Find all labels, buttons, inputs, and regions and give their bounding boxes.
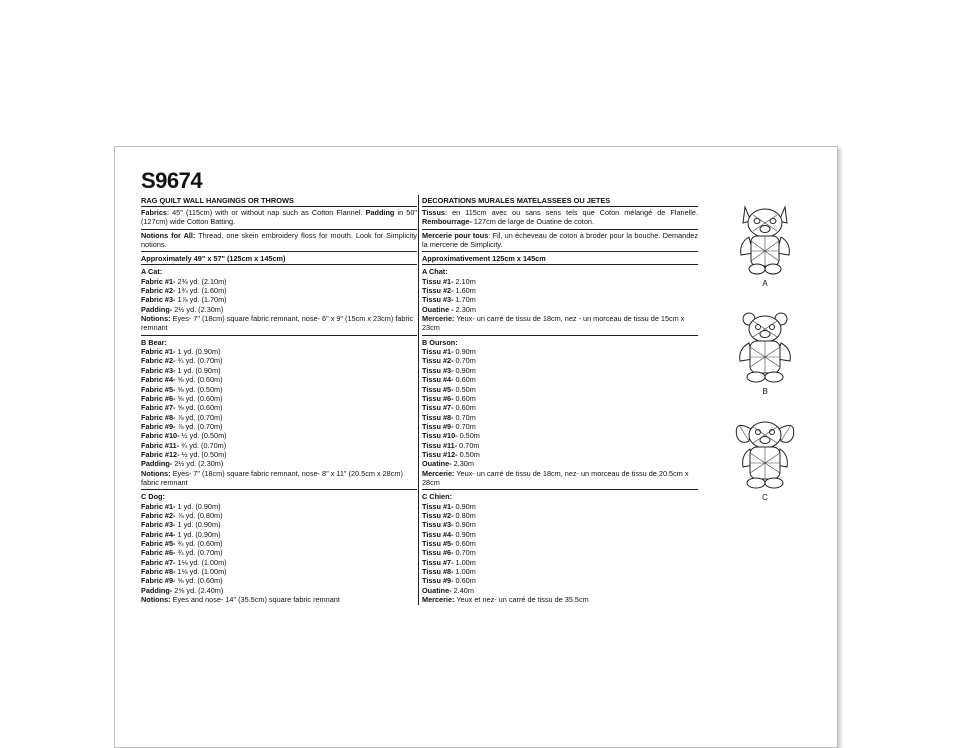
french-sections (422, 265, 698, 606)
notions-label: Mercerie: (422, 468, 455, 478)
item-label: Tissu #7- (422, 403, 454, 413)
list-item (422, 530, 698, 539)
list-item (141, 347, 417, 356)
item-label: Ouatine- (422, 459, 452, 469)
item-value: 1 yd. (0.90m) (175, 520, 221, 530)
item-label: Ouatine - (422, 304, 454, 314)
padding-text: in 50" (127cm) wide Cotton Batting. (141, 208, 417, 227)
section-notions (422, 469, 698, 488)
english-sections (141, 265, 417, 606)
item-label: Fabric #9- (141, 421, 176, 431)
list-item (422, 385, 698, 394)
section-caption: A Chat: (422, 267, 448, 277)
list-item (422, 295, 698, 304)
list-item (141, 385, 417, 394)
item-value: 1 yd. (0.90m) (175, 347, 221, 357)
list-item (141, 450, 417, 459)
item-value: 0.70m (457, 440, 480, 450)
item-label: Tissu #1- (422, 347, 454, 357)
fabrics-label: Fabrics (141, 208, 167, 217)
item-label: Tissu #2- (422, 286, 454, 296)
item-value: 0.70m (453, 548, 476, 558)
list-item (422, 305, 698, 314)
list-item (141, 530, 417, 539)
item-value: 1.00m (453, 567, 476, 577)
item-label: Fabric #4- (141, 375, 176, 385)
item-label: Fabric #8- (141, 412, 176, 422)
item-value: ⅞ yd. (0.80m) (175, 510, 223, 520)
list-item (422, 567, 698, 576)
item-label: Fabric #8- (141, 567, 176, 577)
english-fabrics-note (141, 207, 417, 230)
item-label: Tissu #9- (422, 576, 454, 586)
item-value: ¾ yd. (0.70m) (179, 440, 227, 450)
list-item (422, 459, 698, 468)
french-column (422, 196, 698, 606)
item-label: Fabric #6- (141, 548, 176, 558)
item-label: Tissu #8- (422, 412, 454, 422)
item-value: 2.10m (453, 276, 476, 286)
item-value: 0.90m (453, 347, 476, 357)
item-label: Fabric #7- (141, 557, 176, 567)
notions-label: Notions: (141, 595, 171, 605)
item-value: 1 yd. (0.90m) (175, 501, 221, 511)
list-item (141, 548, 417, 557)
list-item (141, 586, 417, 595)
item-value: 2.30m (451, 459, 474, 469)
list-item (141, 394, 417, 403)
list-item (422, 403, 698, 412)
item-value: ¾ yd. (0.70m) (175, 356, 223, 366)
item-value: 2.30m (453, 304, 476, 314)
rembourrage-text: 127cm de large de Ouatine de coton. (471, 217, 594, 227)
section-caption: C Dog: (141, 492, 165, 502)
item-label: Tissu #7- (422, 557, 454, 567)
list-item (141, 286, 417, 295)
item-label: Padding- (141, 304, 173, 314)
notions-label: Mercerie: (422, 595, 455, 605)
item-value: 0.90m (453, 365, 476, 375)
item-label: Tissu #4- (422, 529, 454, 539)
cat-quilt-icon (735, 201, 795, 277)
list-item (422, 576, 698, 585)
fabrics-text: : 45" (115cm) with or without nap such as Cotton Flannel. (166, 208, 366, 217)
list-item (422, 286, 698, 295)
section-caption: B Ourson: (422, 337, 458, 347)
item-label: Fabric #11- (141, 440, 180, 450)
figure-c (735, 415, 795, 502)
yardage-section (422, 336, 698, 491)
item-value: ⅞ yd. (0.70m) (175, 412, 223, 422)
list-item (141, 295, 417, 304)
list-item (141, 520, 417, 529)
french-notions-all (422, 230, 698, 253)
item-label: Tissu #12- (422, 449, 458, 459)
item-value: 0.70m (453, 356, 476, 366)
item-label: Fabric #2- (141, 510, 176, 520)
list-item (422, 366, 698, 375)
item-value: ⅝ yd. (0.60m) (175, 375, 223, 385)
item-value: ¾ yd. (0.70m) (175, 548, 223, 558)
list-item (141, 576, 417, 585)
list-item (141, 502, 417, 511)
item-value: 1 yd. (0.90m) (175, 529, 221, 539)
pattern-envelope-back (114, 146, 838, 748)
notions-all-text: Thread, one skein embroidery floss for mouth. Look for Simplicity notions. (141, 230, 417, 250)
item-value: 0.70m (453, 421, 476, 431)
figure-a (735, 201, 795, 288)
item-label: Fabric #5- (141, 384, 176, 394)
bear-quilt-icon (735, 309, 795, 385)
notions-text: Eyes- 7" (18cm) square fabric remnant, nose- 6" x 9" (15cm x 23cm) fabric remnant (141, 314, 414, 333)
item-value: 2½ yd. (2.30m) (172, 304, 224, 314)
section-caption: B Bear: (141, 337, 167, 347)
item-value: 0.50m (457, 431, 480, 441)
french-fabrics-note (422, 207, 698, 230)
figure-c-label: C (762, 493, 768, 502)
list-item (141, 567, 417, 576)
item-label: Fabric #4- (141, 529, 176, 539)
item-label: Tissu #1- (422, 276, 454, 286)
list-item (141, 422, 417, 431)
item-value: 2.40m (451, 585, 474, 595)
item-label: Padding- (141, 459, 173, 469)
item-value: 0.60m (453, 576, 476, 586)
section-caption: A Cat: (141, 267, 163, 277)
item-value: 0.90m (453, 520, 476, 530)
item-label: Fabric #1- (141, 501, 176, 511)
item-value: 1⅞ yd. (1.70m) (175, 295, 227, 305)
item-value: 2½ yd. (2.30m) (172, 459, 224, 469)
item-label: Padding- (141, 585, 173, 595)
item-label: Tissu #9- (422, 421, 454, 431)
item-label: Tissu #10- (422, 431, 458, 441)
figure-a-label: A (762, 279, 768, 288)
notions-label: Mercerie: (422, 314, 455, 324)
pattern-number: S9674 (141, 168, 203, 193)
item-value: 1.70m (453, 295, 476, 305)
item-label: Tissu #1- (422, 501, 454, 511)
list-item (141, 375, 417, 384)
list-item (422, 356, 698, 365)
item-value: ⅝ yd. (0.60m) (175, 393, 223, 403)
list-item (422, 502, 698, 511)
item-label: Tissu #3- (422, 295, 454, 305)
list-item (141, 558, 417, 567)
section-notions (141, 314, 417, 333)
list-item (422, 548, 698, 557)
list-item (422, 441, 698, 450)
notions-text: Yeux et nez- un carré de tissu de 35.5cm (454, 595, 589, 605)
section-notions (422, 314, 698, 333)
item-value: 1.00m (453, 557, 476, 567)
list-item (422, 422, 698, 431)
notions-label: Notions: (141, 314, 171, 324)
item-label: Fabric #2- (141, 356, 176, 366)
item-value: 0.80m (453, 510, 476, 520)
list-item (141, 511, 417, 520)
item-value: 2⅜ yd. (2.10m) (175, 276, 227, 286)
list-item (422, 520, 698, 529)
item-value: 0.60m (453, 403, 476, 413)
item-label: Tissu #3- (422, 520, 454, 530)
item-value: ½ yd. (0.50m) (179, 431, 227, 441)
item-value: ⅝ yd. (0.60m) (175, 576, 223, 586)
list-item (422, 539, 698, 548)
item-value: ¾ yd. (0.60m) (175, 539, 223, 548)
notions-text: Eyes and nose- 14" (35.5cm) square fabric remnant (170, 595, 340, 605)
yardage-section (422, 265, 698, 335)
list-item (422, 413, 698, 422)
padding-label: Padding (365, 208, 395, 217)
list-item (141, 413, 417, 422)
item-value: 1¾ yd. (1.60m) (175, 286, 227, 296)
list-item (141, 356, 417, 365)
figure-b-label: B (762, 387, 768, 396)
yardage-section (141, 336, 417, 491)
list-item (141, 431, 417, 440)
notions-text: Yeux- un carré de tissu de 18cm, nez - un morceau de tissu de 15cm x 23cm (422, 314, 685, 333)
item-label: Tissu #6- (422, 548, 454, 558)
item-label: Tissu #11- (422, 440, 458, 450)
item-label: Tissu #5- (422, 539, 454, 548)
tissus-text: : en 115cm avec ou sans sens tels que Coton mélangé de Flanelle. (445, 208, 698, 217)
item-label: Tissu #6- (422, 393, 454, 403)
list-item (141, 366, 417, 375)
english-title: RAG QUILT WALL HANGINGS OR THROWS (141, 196, 417, 207)
item-label: Fabric #9- (141, 576, 176, 586)
item-label: Fabric #7- (141, 403, 176, 413)
english-size: Approximately 49" x 57" (125cm x 145cm) (141, 252, 417, 265)
item-label: Fabric #2- (141, 286, 176, 296)
item-label: Tissu #2- (422, 356, 454, 366)
item-value: 1⅛ yd. (1.00m) (175, 567, 227, 577)
yardage-section (141, 490, 417, 606)
section-notions (422, 595, 698, 604)
list-item (141, 539, 417, 548)
section-caption: C Chien: (422, 492, 452, 502)
item-value: 0.90m (453, 529, 476, 539)
item-value: 0.60m (453, 393, 476, 403)
list-item (141, 459, 417, 468)
yardage-section (141, 265, 417, 335)
list-item (422, 375, 698, 384)
mercerie-all-text: : Fil, un écheveau de coton à broder pour la bouche. Demandez la mercerie de Simplicity. (422, 230, 698, 250)
list-item (422, 511, 698, 520)
item-value: ½ yd. (0.50m) (179, 449, 227, 459)
item-value: 1 yd. (0.90m) (175, 365, 221, 375)
yardage-section (422, 490, 698, 606)
french-size: Approximativement 125cm x 145cm (422, 252, 698, 265)
item-value: 0.60m (453, 375, 476, 385)
list-item (422, 394, 698, 403)
item-label: Fabric #12- (141, 449, 180, 459)
item-label: Tissu #3- (422, 365, 454, 375)
item-value: ⅝ yd. (0.50m) (175, 384, 223, 394)
section-notions (141, 595, 417, 604)
item-label: Fabric #1- (141, 276, 176, 286)
figure-b (735, 309, 795, 396)
item-label: Fabric #3- (141, 365, 176, 375)
item-label: Tissu #4- (422, 375, 454, 385)
item-label: Fabric #6- (141, 393, 176, 403)
item-value: 0.90m (453, 501, 476, 511)
list-item (422, 431, 698, 440)
french-title: DECORATIONS MURALES MATELASSEES OU JETES (422, 196, 698, 207)
english-column (141, 196, 417, 606)
item-value: 0.50m (453, 384, 476, 394)
item-value: 1⅛ yd. (1.00m) (175, 557, 227, 567)
item-label: Fabric #1- (141, 347, 176, 357)
item-value: 0.60m (453, 539, 476, 548)
list-item (422, 558, 698, 567)
notions-label: Notions: (141, 468, 171, 478)
item-label: Fabric #3- (141, 295, 176, 305)
list-item (422, 347, 698, 356)
item-label: Fabric #3- (141, 520, 176, 530)
english-notions-all (141, 230, 417, 253)
column-divider (418, 195, 419, 605)
list-item (141, 305, 417, 314)
list-item (422, 450, 698, 459)
dog-quilt-icon (735, 415, 795, 491)
list-item (141, 277, 417, 286)
notions-text: Yeux- un carré de tissu de 18cm, nez- un morceau de tissu de 20.5cm x 28cm (422, 468, 689, 487)
item-label: Fabric #10- (141, 431, 180, 441)
item-label: Tissu #8- (422, 567, 454, 577)
notions-all-label: Notions for All: (141, 230, 196, 240)
mercerie-all-label: Mercerie pour tous (422, 230, 489, 240)
item-label: Tissu #5- (422, 384, 454, 394)
list-item (422, 277, 698, 286)
item-value: 0.70m (453, 412, 476, 422)
list-item (141, 403, 417, 412)
rembourrage-label: Rembourrage- (422, 217, 472, 227)
notions-text: Eyes- 7" (18cm) square fabric remnant, nose- 8" x 11" (20.5cm x 28cm) fabric remnant (141, 468, 403, 487)
item-value: ⅝ yd. (0.60m) (175, 403, 223, 413)
item-value: ⅞ yd. (0.70m) (175, 421, 223, 431)
item-value: 0.50m (457, 449, 480, 459)
item-label: Tissu #2- (422, 510, 454, 520)
list-item (422, 586, 698, 595)
item-label: Ouatine- (422, 585, 452, 595)
list-item (141, 441, 417, 450)
section-notions (141, 469, 417, 488)
tissus-label: Tissus (422, 208, 445, 217)
item-value: 1.60m (453, 286, 476, 296)
item-label: Fabric #5- (141, 539, 176, 548)
item-value: 2⅝ yd. (2.40m) (172, 585, 224, 595)
